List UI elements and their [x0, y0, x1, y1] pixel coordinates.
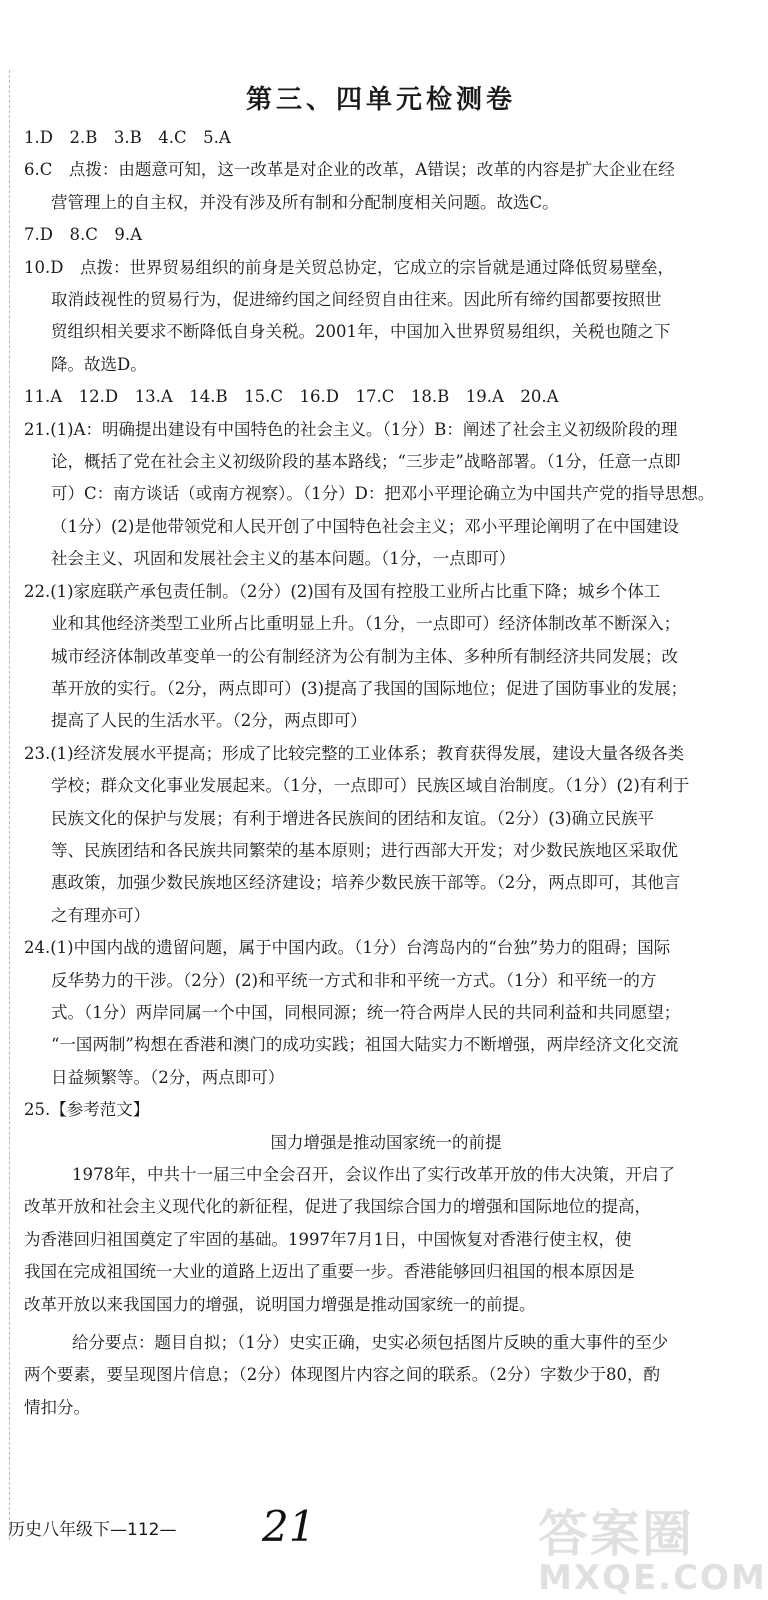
answer-line: 日益频繁等。（2分，两点即可） [51, 1067, 285, 1087]
answer-line: 城市经济体制改革变单一的公有制经济为公有制为主体、多种所有制经济共同发展；改 [51, 646, 678, 666]
handwritten-page-number: 21 [262, 1502, 316, 1551]
essay-line: 情扣分。 [24, 1397, 90, 1417]
answer-line: 23.(1)经济发展水平提高；形成了比较完整的工业体系；教育获得发展，建设大量各级各类 [24, 743, 685, 763]
essay-line: 改革开放和社会主义现代化的新征程，促进了我国综合国力的增强和国际地位的提高， [24, 1197, 651, 1217]
answer-line: 营管理上的自主权，并没有涉及所有制和分配制度相关问题。故选C。 [51, 192, 559, 212]
essay-line: 两个要素，要呈现图片信息；（2分）体现图片内容之间的联系。（2分）字数少于80，酌 [24, 1365, 660, 1385]
essay-line: 为香港回归祖国奠定了牢固的基础。1997年7月1日，中国恢复对香港行使主权，使 [24, 1229, 632, 1249]
essay-line: 给分要点：题目自拟；（1分）史实正确，史实必须包括图片反映的重大事件的至少 [72, 1333, 669, 1353]
answer-line: 贸组织相关要求不断降低自身关税。2001年，中国加入世界贸易组织，关税也随之下 [51, 322, 671, 342]
page-title: 第三、四单元检测卷 [245, 85, 516, 115]
answer-line: 降。故选D。 [51, 354, 147, 374]
answer-line: 社会主义、巩固和发展社会主义的基本问题。（1分，一点即可） [51, 549, 516, 569]
answer-line: 革开放的实行。（2分，两点即可）(3)提高了我国的国际地位；促进了国防事业的发展； [51, 678, 688, 698]
answer-line: 可）C：南方谈话（或南方视察）。（1分）D：把邓小平理论确立为中国共产党的指导思想。 [51, 484, 715, 504]
answer-line: 10.D 点拨：世界贸易组织的前身是关贸总协定，它成立的宗旨就是通过降低贸易壁垒， [24, 257, 674, 277]
binding-margin-line [9, 70, 10, 1540]
answer-line: 惠政策，加强少数民族地区经济建设；培养少数民族干部等。（2分，两点即可，其他言 [51, 873, 681, 893]
answer-page [24, 80, 738, 1424]
answer-line: 提高了人民的生活水平。（2分，两点即可） [51, 711, 367, 731]
watermark-top-text: 答案圈 [538, 1505, 694, 1563]
page-footer: 历史八年级下—112— [8, 1520, 177, 1540]
essay-paragraph-2 [24, 1327, 738, 1424]
watermark-logo [520, 1490, 767, 1600]
essay-line: 改革开放以来我国国力的增强，说明国力增强是推动国家统一的前提。 [24, 1294, 536, 1314]
answer-line: 取消歧视性的贸易行为，促进缔约国之间经贸自由往来。因此所有缔约国都要按照世 [51, 290, 662, 310]
answer-line: 11.A 12.D 13.A 14.B 15.C 16.D 17.C 18.B 19.A 20.A [24, 387, 559, 407]
answer-line: 6.C 点拨：由题意可知，这一改革是对企业的改革，A错误；改革的内容是扩大企业在经 [24, 160, 675, 180]
watermark-url-text: MXQE.COM [538, 1558, 767, 1598]
answer-line: 式。（1分）两岸同属一个中国，同根同源；统一符合两岸人民的共同利益和共同愿望； [51, 1002, 681, 1022]
essay-line: 我国在完成祖国统一大业的道路上迈出了重要一步。香港能够回归祖国的根本原因是 [24, 1262, 635, 1282]
answer-line: 1.D 2.B 3.B 4.C 5.A [24, 128, 231, 147]
answer-line: 学校；群众文化事业发展起来。（1分，一点即可）民族区域自治制度。（1分）(2)有利于 [51, 776, 690, 796]
answer-line: “一国两制”构想在香港和澳门的成功实践；祖国大陆实力不断增强，两岸经济文化交流 [51, 1035, 679, 1055]
answer-line: 25.【参考范文】 [24, 1100, 150, 1120]
answer-line: 论，概括了党在社会主义初级阶段的基本路线；“三步走”战略部署。（1分，任意一点即 [51, 452, 681, 472]
answer-line: （1分）(2)是他带领党和人民开创了中国特色社会主义；邓小平理论阐明了在中国建设 [51, 516, 679, 536]
answer-line: 7.D 8.C 9.A [24, 225, 142, 245]
answer-line: 24.(1)中国内战的遗留问题，属于中国内政。（1分）台湾岛内的“台独”势力的阻碍；国际 [24, 938, 671, 958]
answer-line: 之有理亦可） [51, 905, 150, 925]
essay-paragraph-1 [24, 1159, 738, 1321]
answer-line: 等、民族团结和各民族共同繁荣的基本原则；进行西部大开发；对少数民族地区采取优 [51, 840, 678, 860]
essay-title: 国力增强是推动国家统一的前提 [270, 1132, 502, 1152]
answer-line: 民族文化的保护与发展；有利于增进各民族间的团结和友谊。（2分）(3)确立民族平 [51, 808, 655, 828]
answer-line: 业和其他经济类型工业所占比重明显上升。（1分，一点即可）经济体制改革不断深入； [51, 614, 681, 634]
answer-line: 21.(1)A：明确提出建设有中国特色的社会主义。（1分）B：阐述了社会主义初级阶段的理 [24, 419, 678, 439]
answer-lines [24, 122, 738, 1127]
essay-line: 1978年，中共十一届三中全会召开，会议作出了实行改革开放的伟大决策，开启了 [72, 1165, 675, 1184]
answer-line: 22.(1)家庭联产承包责任制。（2分）(2)国有及国有控股工业所占比重下降；城乡个体工 [24, 581, 661, 601]
answer-line: 反华势力的干涉。（2分）(2)和平统一方式和非和平统一方式。（1分）和平统一的方 [51, 970, 657, 990]
